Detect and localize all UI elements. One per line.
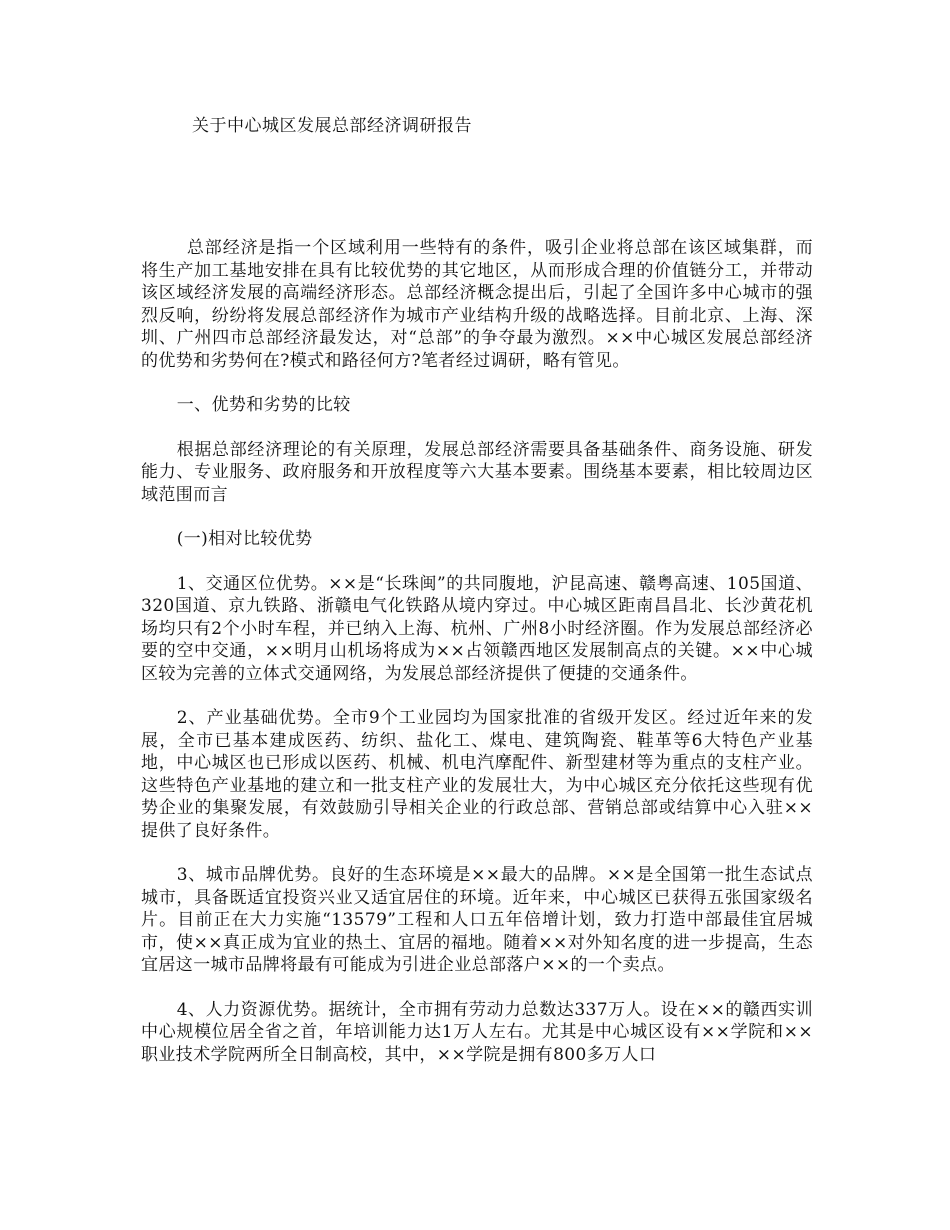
advantage-item-industry: 2、产业基础优势。全市9个工业园均为国家批准的省级开发区。经过近年来的发展，全市已基本建成医药、纺织、盐化工、煤电、建筑陶瓷、鞋革等6大特色产业基地，中心城区也已形成以医药、机械、机电汽摩配件、新型建材等为重点的支柱产业。这些特色产业基地的建立和一批支柱产业的发展壮大，为中心城区充分依托这些现有优势企业的集聚发展，有效鼓励引导相关企业的行政总部、营销总部或结算中心入驻××提供了良好条件。 (141, 708, 813, 841)
advantage-item-human-resources: 4、人力资源优势。据统计，全市拥有劳动力总数达337万人。设在××的赣西实训中心规模位居全省之首，年培训能力达1万人左右。尤其是中心城区设有××学院和××职业技术学院两所全日制高校，其中，××学院是拥有800多万人口 (141, 999, 813, 1065)
section-paragraph: 根据总部经济理论的有关原理，发展总部经济需要具备基础条件、商务设施、研发能力、专业服务、政府服务和开放程度等六大基本要素。围绕基本要素，相比较周边区域范围而言 (141, 439, 813, 505)
section-heading-comparison: 一、优势和劣势的比较 (176, 395, 351, 415)
subsection-heading-advantages: (一)相对比较优势 (176, 529, 313, 549)
advantage-item-transport: 1、交通区位优势。××是“长珠闽”的共同腹地，沪昆高速、赣粤高速、105国道、320国道、京九铁路、浙赣电气化铁路从境内穿过。中心城区距南昌昌北、长沙黄花机场均只有2个小时车程，并已纳入上海、杭州、广州8小时经济圈。作为发展总部经济必要的空中交通，××明月山机场将成为××占领赣西地区发展制高点的关键。××中心城区较为完善的立体式交通网络，为发展总部经济提供了便捷的交通条件。 (141, 573, 813, 684)
advantage-item-city-brand: 3、城市品牌优势。良好的生态环境是××最大的品牌。××是全国第一批生态试点城市，具备既适宜投资兴业又适宜居住的环境。近年来，中心城区已获得五张国家级名片。目前正在大力实施“13579”工程和人口五年倍增计划，致力打造中部最佳宜居城市，使××真正成为宜业的热土、宜居的福地。随着××对外知名度的进一步提高，生态宜居这一城市品牌将最有可能成为引进企业总部落户××的一个卖点。 (141, 865, 813, 975)
document-body (141, 237, 813, 1088)
intro-paragraph: 总部经济是指一个区域利用一些特有的条件，吸引企业将总部在该区域集群，而将生产加工基地安排在具有比较优势的其它地区，从而形成合理的价值链分工，并带动该区域经济发展的高端经济形态。总部经济概念提出后，引起了全国许多中心城市的强烈反响，纷纷将发展总部经济作为城市产业结构升级的战略选择。目前北京、上海、深圳、广州四市总部经济最发达，对“总部”的争夺最为激烈。××中心城区发展总部经济的优势和劣势何在?模式和路径何方?笔者经过调研，略有管见。 (141, 238, 813, 371)
document-title: 关于中心城区发展总部经济调研报告 (192, 116, 472, 136)
